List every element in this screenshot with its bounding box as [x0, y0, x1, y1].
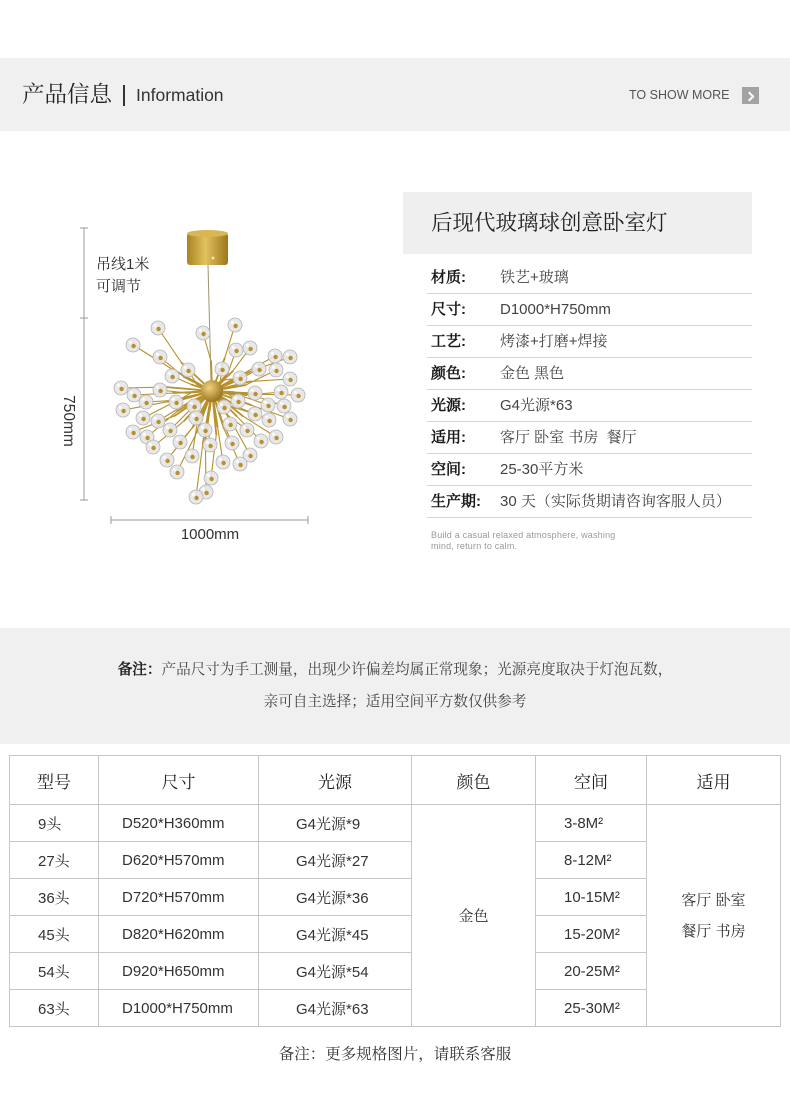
glass-highlight: [154, 417, 157, 420]
glass-highlight: [149, 443, 152, 446]
model-spec-table: [9, 755, 781, 1027]
spec-label: 材质:: [431, 269, 466, 286]
glass-ball: [173, 435, 187, 449]
glass-ball: [163, 423, 177, 437]
glass-highlight: [294, 391, 297, 394]
spec-row: [427, 262, 752, 294]
glass-highlight: [192, 493, 195, 496]
glass-highlight: [156, 386, 159, 389]
glass-highlight: [129, 341, 132, 344]
bulb: [156, 327, 160, 331]
glass-highlight: [202, 488, 205, 491]
bulb: [201, 332, 205, 336]
size-cell: D1000*H750mm: [99, 990, 259, 1027]
glass-highlight: [286, 415, 289, 418]
glass-highlight: [154, 324, 157, 327]
glass-ball: [261, 398, 275, 412]
glass-ball: [196, 326, 210, 340]
glass-ball: [262, 413, 276, 427]
bulb: [156, 420, 160, 424]
usage-line: 餐厅 书房: [681, 922, 746, 940]
bulb: [119, 387, 123, 391]
glass-highlight: [188, 452, 191, 455]
bulb: [257, 368, 261, 372]
glass-highlight: [236, 374, 239, 377]
spec-label: 空间:: [431, 461, 466, 478]
bulb: [132, 394, 136, 398]
glass-ball: [215, 362, 229, 376]
light-source-cell: G4光源*36: [259, 879, 412, 916]
bulb: [248, 454, 252, 458]
glass-highlight: [277, 388, 280, 391]
model-cell: 27头: [10, 842, 99, 879]
light-source-cell: G4光源*9: [259, 805, 412, 842]
bulb: [131, 344, 135, 348]
bulb: [158, 356, 162, 360]
glass-ball: [169, 395, 183, 409]
space-cell: 3-8M²: [536, 805, 647, 842]
glass-ball: [243, 341, 257, 355]
bulb: [208, 444, 212, 448]
glass-highlight: [184, 366, 187, 369]
column-header-color: 颜色: [412, 756, 536, 805]
glass-highlight: [226, 420, 229, 423]
spec-row: [427, 390, 752, 422]
model-cell: 36头: [10, 879, 99, 916]
glass-highlight: [251, 389, 254, 392]
light-source-cell: G4光源*63: [259, 990, 412, 1027]
bulb: [236, 400, 240, 404]
spec-label: 适用:: [431, 429, 466, 446]
canopy-body: [187, 233, 228, 265]
bulb: [238, 377, 242, 381]
glass-ball: [139, 395, 153, 409]
glass-highlight: [234, 397, 237, 400]
bulb: [221, 461, 225, 465]
bulb: [238, 463, 242, 467]
glass-highlight: [119, 406, 122, 409]
glass-highlight: [207, 474, 210, 477]
wire-adjustable-line: 可调节: [96, 278, 142, 295]
bulb: [248, 347, 252, 351]
glass-highlight: [228, 439, 231, 442]
glass-highlight: [139, 414, 142, 417]
glass-highlight: [166, 426, 169, 429]
glass-ball: [126, 338, 140, 352]
glass-highlight: [280, 402, 283, 405]
glass-highlight: [219, 458, 222, 461]
bulb: [175, 471, 179, 475]
bulb: [274, 436, 278, 440]
bulb: [194, 417, 198, 421]
glass-highlight: [142, 398, 145, 401]
glass-highlight: [255, 365, 258, 368]
table-row: [10, 805, 781, 842]
bulb: [288, 418, 292, 422]
glass-ball: [254, 434, 268, 448]
table-header-row: [10, 756, 781, 805]
remarks-text: 亲可自主选择；适用空间平方数仅供参考: [263, 694, 527, 710]
glass-ball: [204, 471, 218, 485]
glass-highlight: [173, 468, 176, 471]
glass-ball: [136, 411, 150, 425]
glass-highlight: [218, 365, 221, 368]
spec-label: 光源:: [431, 397, 466, 414]
glass-ball: [203, 438, 217, 452]
remarks-line: [0, 686, 790, 718]
bulb: [259, 440, 263, 444]
bulb: [194, 496, 198, 500]
bulb: [222, 406, 226, 410]
glass-ball: [170, 465, 184, 479]
width-dimension-label: 1000mm: [180, 526, 240, 543]
model-cell: 54头: [10, 953, 99, 990]
glass-ball: [153, 350, 167, 364]
glass-ball: [146, 440, 160, 454]
glass-highlight: [117, 384, 120, 387]
glass-ball: [127, 388, 141, 402]
spec-row: [427, 294, 752, 326]
bulb: [186, 369, 190, 373]
glass-ball: [248, 386, 262, 400]
spec-label: 尺寸:: [431, 301, 466, 318]
bulb: [266, 404, 270, 408]
bulb: [282, 405, 286, 409]
spec-label: 颜色:: [431, 365, 466, 382]
glass-ball: [252, 362, 266, 376]
spec-value: 25-30平方米: [500, 461, 584, 478]
glass-highlight: [190, 402, 193, 405]
glass-highlight: [286, 353, 289, 356]
glass-highlight: [206, 441, 209, 444]
section-header: [0, 58, 790, 131]
canopy-screw: [212, 257, 215, 260]
glass-highlight: [130, 391, 133, 394]
bulb: [279, 391, 283, 395]
product-tagline: Build a casual relaxed atmosphere, washing mind, return to calm.: [431, 530, 616, 551]
bulb: [151, 446, 155, 450]
size-cell: D720*H570mm: [99, 879, 259, 916]
usage-cell: [647, 805, 781, 1027]
glass-highlight: [272, 366, 275, 369]
glass-ball: [153, 383, 167, 397]
spec-value: D1000*H750mm: [500, 301, 611, 318]
bulb: [253, 392, 257, 396]
column-header-light-source: 光源: [259, 756, 412, 805]
glass-ball: [116, 403, 130, 417]
bulb: [121, 409, 125, 413]
bulb: [170, 375, 174, 379]
chevron-right-icon[interactable]: [742, 87, 759, 104]
wire-length-label: [96, 254, 149, 298]
column-header-usage: 适用: [647, 756, 781, 805]
glass-ball: [269, 430, 283, 444]
glass-highlight: [236, 460, 239, 463]
glass-highlight: [143, 433, 146, 436]
model-cell: 9头: [10, 805, 99, 842]
column-header-model: 型号: [10, 756, 99, 805]
glass-highlight: [172, 398, 175, 401]
space-cell: 10-15M²: [536, 879, 647, 916]
size-cell: D920*H650mm: [99, 953, 259, 990]
glass-ball: [181, 363, 195, 377]
glass-ball: [269, 363, 283, 377]
bulb: [273, 355, 277, 359]
bulb: [190, 455, 194, 459]
bulb: [144, 401, 148, 405]
table-body: [10, 805, 781, 1027]
table-head: [10, 756, 781, 805]
bulb: [203, 429, 207, 433]
bulb: [267, 419, 271, 423]
bulb: [209, 477, 213, 481]
glass-ball: [216, 455, 230, 469]
section-subtitle: Information: [136, 85, 224, 105]
bulb: [145, 436, 149, 440]
glass-ball: [228, 318, 242, 332]
glass-ball: [248, 407, 262, 421]
glass-ball: [268, 349, 282, 363]
glass-ball: [151, 414, 165, 428]
size-cell: D620*H570mm: [99, 842, 259, 879]
glass-highlight: [168, 372, 171, 375]
spec-row: [427, 454, 752, 486]
glass-ball: [225, 436, 239, 450]
bulb: [245, 429, 249, 433]
glass-ball: [126, 425, 140, 439]
bulb: [230, 442, 234, 446]
model-cell: 63头: [10, 990, 99, 1027]
spec-value: G4光源*63: [500, 397, 573, 414]
spec-value: 铁艺+玻璃: [500, 269, 569, 286]
footer-remark: 备注：更多规格图片，请联系客服: [278, 1046, 512, 1063]
spec-row: [427, 422, 752, 454]
bulb: [192, 405, 196, 409]
bulb: [204, 491, 208, 495]
size-cell: D820*H620mm: [99, 916, 259, 953]
column-header-size: 尺寸: [99, 756, 259, 805]
wire-length-line: 吊线1米: [96, 256, 150, 273]
glass-ball: [165, 369, 179, 383]
glass-ball: [189, 490, 203, 504]
column-header-space: 空间: [536, 756, 647, 805]
spec-value: 客厅 卧室 书房 餐厅: [500, 429, 637, 446]
glass-highlight: [220, 403, 223, 406]
title-divider: [123, 85, 125, 106]
glass-ball: [151, 321, 165, 335]
glass-highlight: [163, 456, 166, 459]
glass-ball: [291, 388, 305, 402]
show-more-link[interactable]: TO SHOW MORE: [629, 88, 730, 102]
width-dimension: [111, 516, 308, 524]
bulb: [141, 417, 145, 421]
glass-highlight: [201, 426, 204, 429]
bulb: [228, 423, 232, 427]
product-name: 后现代玻璃球创意卧室灯: [403, 192, 752, 254]
glass-highlight: [246, 451, 249, 454]
glass-ball: [198, 423, 212, 437]
bulb: [296, 394, 300, 398]
glass-highlight: [231, 321, 234, 324]
section-title: 产品信息: [22, 82, 113, 107]
space-cell: 25-30M²: [536, 990, 647, 1027]
spec-value: 金色 黑色: [500, 365, 565, 382]
bulb: [174, 401, 178, 405]
height-dimension: [80, 228, 88, 500]
glass-ball: [274, 385, 288, 399]
light-source-cell: G4光源*54: [259, 953, 412, 990]
height-dimension-label: 750mm: [60, 395, 77, 447]
glass-ball: [189, 411, 203, 425]
canopy-top: [187, 230, 228, 237]
glass-ball: [233, 457, 247, 471]
glass-highlight: [192, 414, 195, 417]
usage-line: 客厅 卧室: [681, 891, 746, 909]
glass-ball: [283, 372, 297, 386]
glass-highlight: [272, 433, 275, 436]
glass-highlight: [246, 344, 249, 347]
glass-ball: [240, 423, 254, 437]
glass-highlight: [271, 352, 274, 355]
glass-ball: [223, 417, 237, 431]
spec-label: 工艺:: [431, 333, 466, 350]
chandelier-illustration: [40, 195, 340, 545]
glass-highlight: [243, 426, 246, 429]
spec-value: 30 天（实际货期请咨询客服人员）: [500, 493, 731, 510]
glass-highlight: [265, 416, 268, 419]
space-cell: 15-20M²: [536, 916, 647, 953]
glass-ball: [283, 412, 297, 426]
bulb: [131, 431, 135, 435]
bulb: [158, 389, 162, 393]
remarks-label: 备注：: [117, 662, 162, 678]
remarks-panel: [0, 628, 790, 744]
spec-label: 生产期:: [431, 493, 481, 510]
bulb: [288, 356, 292, 360]
space-cell: 20-25M²: [536, 953, 647, 990]
bulb: [178, 441, 182, 445]
glass-ball: [185, 449, 199, 463]
bulb: [288, 378, 292, 382]
glass-ball: [233, 371, 247, 385]
space-cell: 8-12M²: [536, 842, 647, 879]
light-source-cell: G4光源*27: [259, 842, 412, 879]
glass-highlight: [286, 375, 289, 378]
spec-value: 烤漆+打磨+焊接: [500, 333, 608, 350]
color-cell: 金色: [412, 805, 536, 1027]
bulb: [274, 369, 278, 373]
glass-highlight: [199, 329, 202, 332]
ceiling-canopy: [187, 230, 228, 265]
light-source-cell: G4光源*45: [259, 916, 412, 953]
bulb: [165, 459, 169, 463]
model-cell: 45头: [10, 916, 99, 953]
glass-ball: [229, 343, 243, 357]
glass-highlight: [232, 346, 235, 349]
glass-ball: [231, 394, 245, 408]
glass-ball: [277, 399, 291, 413]
glass-highlight: [251, 410, 254, 413]
spec-row: [427, 326, 752, 358]
glass-highlight: [257, 437, 260, 440]
glass-highlight: [176, 438, 179, 441]
remarks-line: [0, 654, 790, 686]
bulb: [234, 349, 238, 353]
glass-highlight: [264, 401, 267, 404]
spec-list: [427, 262, 752, 518]
bulb: [220, 368, 224, 372]
bulb: [168, 429, 172, 433]
glass-ball: [283, 350, 297, 364]
glass-highlight: [156, 353, 159, 356]
glass-highlight: [129, 428, 132, 431]
bulb: [233, 324, 237, 328]
glass-ball: [217, 400, 231, 414]
bulb: [253, 413, 257, 417]
spec-row: [427, 486, 752, 518]
center-hub: [201, 380, 223, 402]
size-cell: D520*H360mm: [99, 805, 259, 842]
glass-ball: [114, 381, 128, 395]
remarks-text: 产品尺寸为手工测量，出现少许偏差均属正常现象；光源亮度取决于灯泡瓦数，: [161, 662, 673, 678]
glass-ball: [160, 453, 174, 467]
spec-row: [427, 358, 752, 390]
